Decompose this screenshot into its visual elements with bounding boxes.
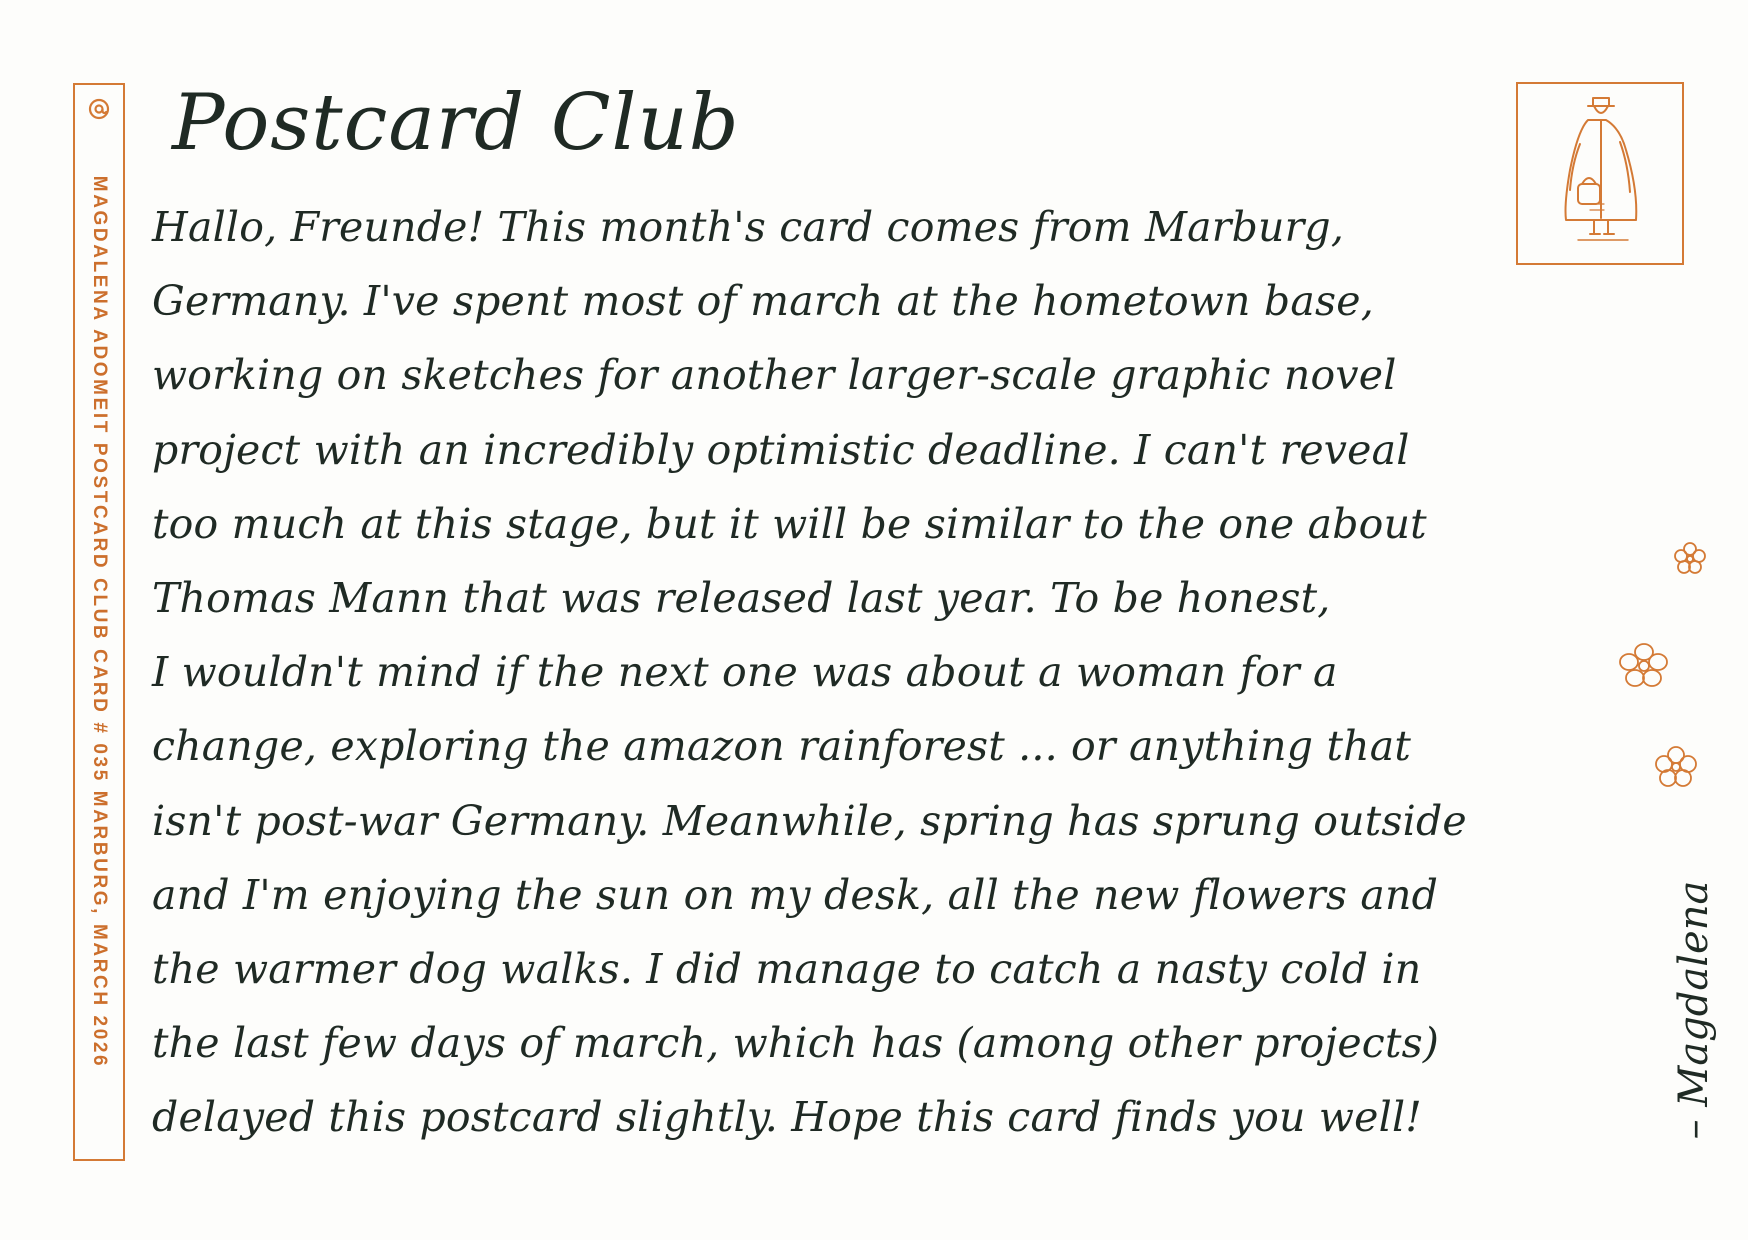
message-body — [152, 190, 1652, 1154]
message-line: I wouldn't mind if the next one was about a woman for a — [152, 648, 1338, 697]
flower-icon — [1672, 540, 1708, 576]
signature: – Magdalena — [1671, 880, 1717, 1140]
flower-icon — [1616, 640, 1672, 692]
message-line: Thomas Mann that was released last year. To be honest, — [152, 573, 1331, 622]
at-icon — [87, 97, 111, 121]
message-line: project with an incredibly optimistic deadline. I can't reveal — [152, 425, 1410, 474]
message-line: change, exploring the amazon rainforest ... or anything that — [152, 722, 1412, 771]
message-line: too much at this stage, but it will be similar to the one about — [152, 499, 1427, 548]
message-line: the last few days of march, which has (among other projects) — [152, 1019, 1440, 1068]
message-line: delayed this postcard slightly. Hope this card finds you well! — [152, 1093, 1422, 1142]
side-band-label: MAGDALENA ADOMEIT POSTCARD CLUB CARD # 035 MARBURG, MARCH 2026 — [89, 175, 110, 1069]
page-title: Postcard Club — [172, 78, 740, 168]
message-line: Hallo, Freunde! This month's card comes from Marburg, — [152, 203, 1345, 251]
message-line: isn't post-war Germany. Meanwhile, spring has sprung outside — [152, 796, 1467, 845]
message-line: working on sketches for another larger-scale graphic novel — [152, 351, 1397, 400]
flower-icon — [1652, 744, 1700, 790]
message-line: Germany. I've spent most of march at the hometown base, — [152, 277, 1374, 326]
message-line: and I'm enjoying the sun on my desk, all the new flowers and — [152, 870, 1439, 919]
message-line: the warmer dog walks. I did manage to catch a nasty cold in — [152, 944, 1422, 993]
